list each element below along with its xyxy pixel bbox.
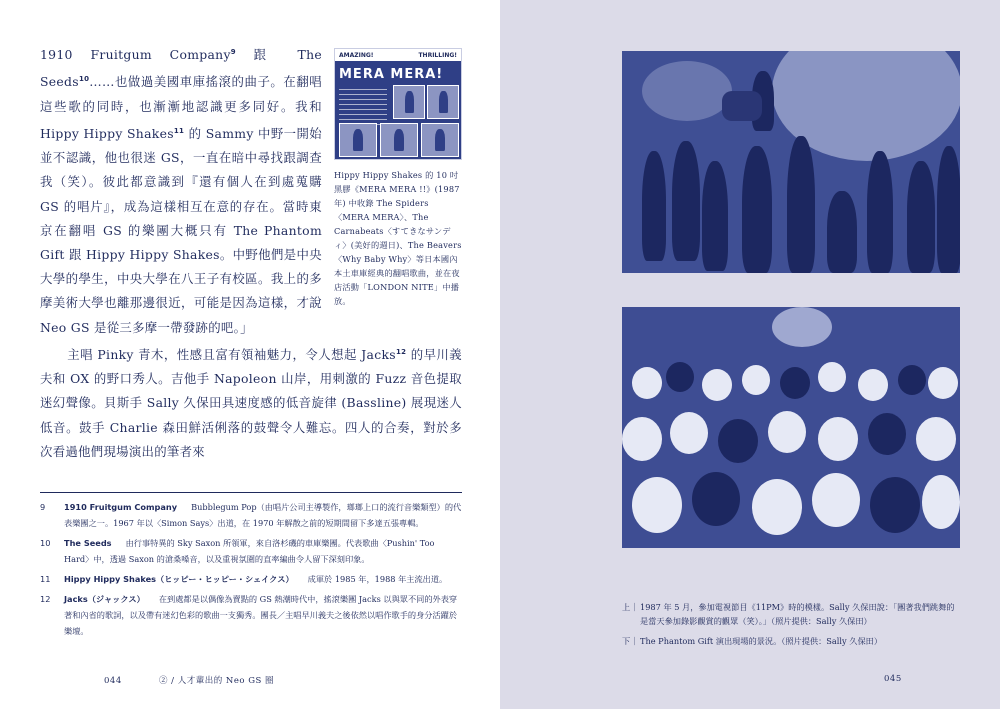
footnote-ref-11[interactable]: 11	[173, 126, 185, 135]
page-number-left: 044	[104, 676, 122, 686]
caption-top-photo: 上｜ 1987 年 5 月，參加電視節目《11PM》時的模樣。Sally 久保田說：「團著我們跳舞的是當天參加錄影觀賞的觀眾（笑）。」（照片提供：Sally 久保田）	[622, 602, 955, 626]
footnote-9: 9 1910 Fruitgum Company Bubblegum Pop（由唱片公司主導製作，瑯瑯上口的流行音樂類型）的代表樂團之一。1967 年以〈Simon Says〉出道，在 1970 年解散之前的短期間留下多達五張專輯。	[40, 502, 462, 528]
footnote-ref-10[interactable]: 10	[78, 75, 90, 84]
album-top-right-text: THRILLING!	[418, 51, 457, 59]
photo-captions	[622, 600, 960, 654]
footnotes	[40, 492, 462, 643]
footnote-10: 10 The Seeds 由行事特異的 Sky Saxon 所領軍，來自洛杉磯的車庫樂團。代表歌曲〈Pushin' Too Hard〉中，透過 Saxon 的滄桑嗓音，以及重視氛圍的直率編曲令人留下深刻印象。	[40, 538, 435, 564]
running-head: ② / 人才輩出的 Neo GS 圈	[158, 676, 275, 686]
footnote-ref-12[interactable]: 12	[395, 347, 407, 356]
album-cover-image	[334, 48, 462, 160]
album-caption: Hippy Hippy Shakes 的 10 吋黑膠《MERA MERA !!》(1987 年) 中收錄 The Spiders〈MERA MERA〉、The Carnabeats〈すてきなサンディ〉(美好的週日)、The Beavers〈Why Baby Why〉等日本國內本土車庫經典的翻唱歌曲，並在夜店活動「LONDON NITE」中播放。	[334, 170, 462, 306]
caption-bottom-photo: 下｜ The Phantom Gift 演出現場的景況。（照片提供：Sally 久保田）	[622, 636, 883, 646]
body-text	[40, 40, 462, 464]
footnote-12: 12 Jacks（ジャックス） 在到處都是以偶像為賣點的 GS 熱潮時代中，搖滾樂團 Jacks 以與眾不同的外表穿著和內省的歌詞，以及帶有迷幻色彩的歌曲一支獨秀。團長／主唱早川義夫之後依然以唱作歌手的身分活躍於樂壇。	[40, 594, 458, 636]
paragraph-1: 1910 Fruitgum Company$^9$ 跟 The Seeds$^{10}$……也做過美國車庫搖滾的曲子。在翻唱這些歌的同時，也漸漸地認識更多同好。我和 Hippy Hippy Shakes$^{11}$ 的 Sammy 中野一開始並不認識，他也很迷 GS，一直在暗中尋找跟調查我（笑）。彼此都意識到『還有個人在到處蒐購 GS 的唱片』，成為這樣相互在意的存在。當時東京在翻唱 GS 的樂團大概只有 The Phantom Gift 跟 Hippy Hippy Shakes。中野他們是中央大學的學生，中央大學在八王子有校區。我上的多摩美術大學也離那邊很近，可能是因為這樣，才說 Neo GS 是從三多摩一帶發跡的吧。」	[40, 47, 322, 335]
concert-crowd-photo	[622, 307, 960, 548]
page-number-right: 045	[884, 674, 902, 684]
album-top-left-text: AMAZING!	[339, 51, 374, 59]
footnote-11: 11 Hippy Hippy Shakes（ヒッピー・ヒッピー・シェイクス） 成軍於 1985 年，1988 年主流出道。	[40, 574, 448, 584]
footnote-ref-9[interactable]: 9	[230, 48, 236, 56]
folio-left	[104, 674, 274, 686]
album-figure	[334, 48, 462, 308]
band-performance-photo	[622, 51, 960, 273]
paragraph-2: 主唱 Pinky 青木，性感且富有領袖魅力，令人想起 Jacks$^{12}$ 的早川義夫和 OX 的野口秀人。吉他手 Napoleon 山岸，用刺激的 Fuzz 音色提取迷幻聲像。貝斯手 Sally 久保田具速度感的低音旋律 (Bassline) 展現迷人低音。鼓手 Charlie 森田鮮活俐落的鼓聲令人難忘。四人的合奏，對於多次看過他們現場演出的筆者來	[40, 346, 462, 459]
album-title: MERA MERA!	[339, 67, 444, 82]
